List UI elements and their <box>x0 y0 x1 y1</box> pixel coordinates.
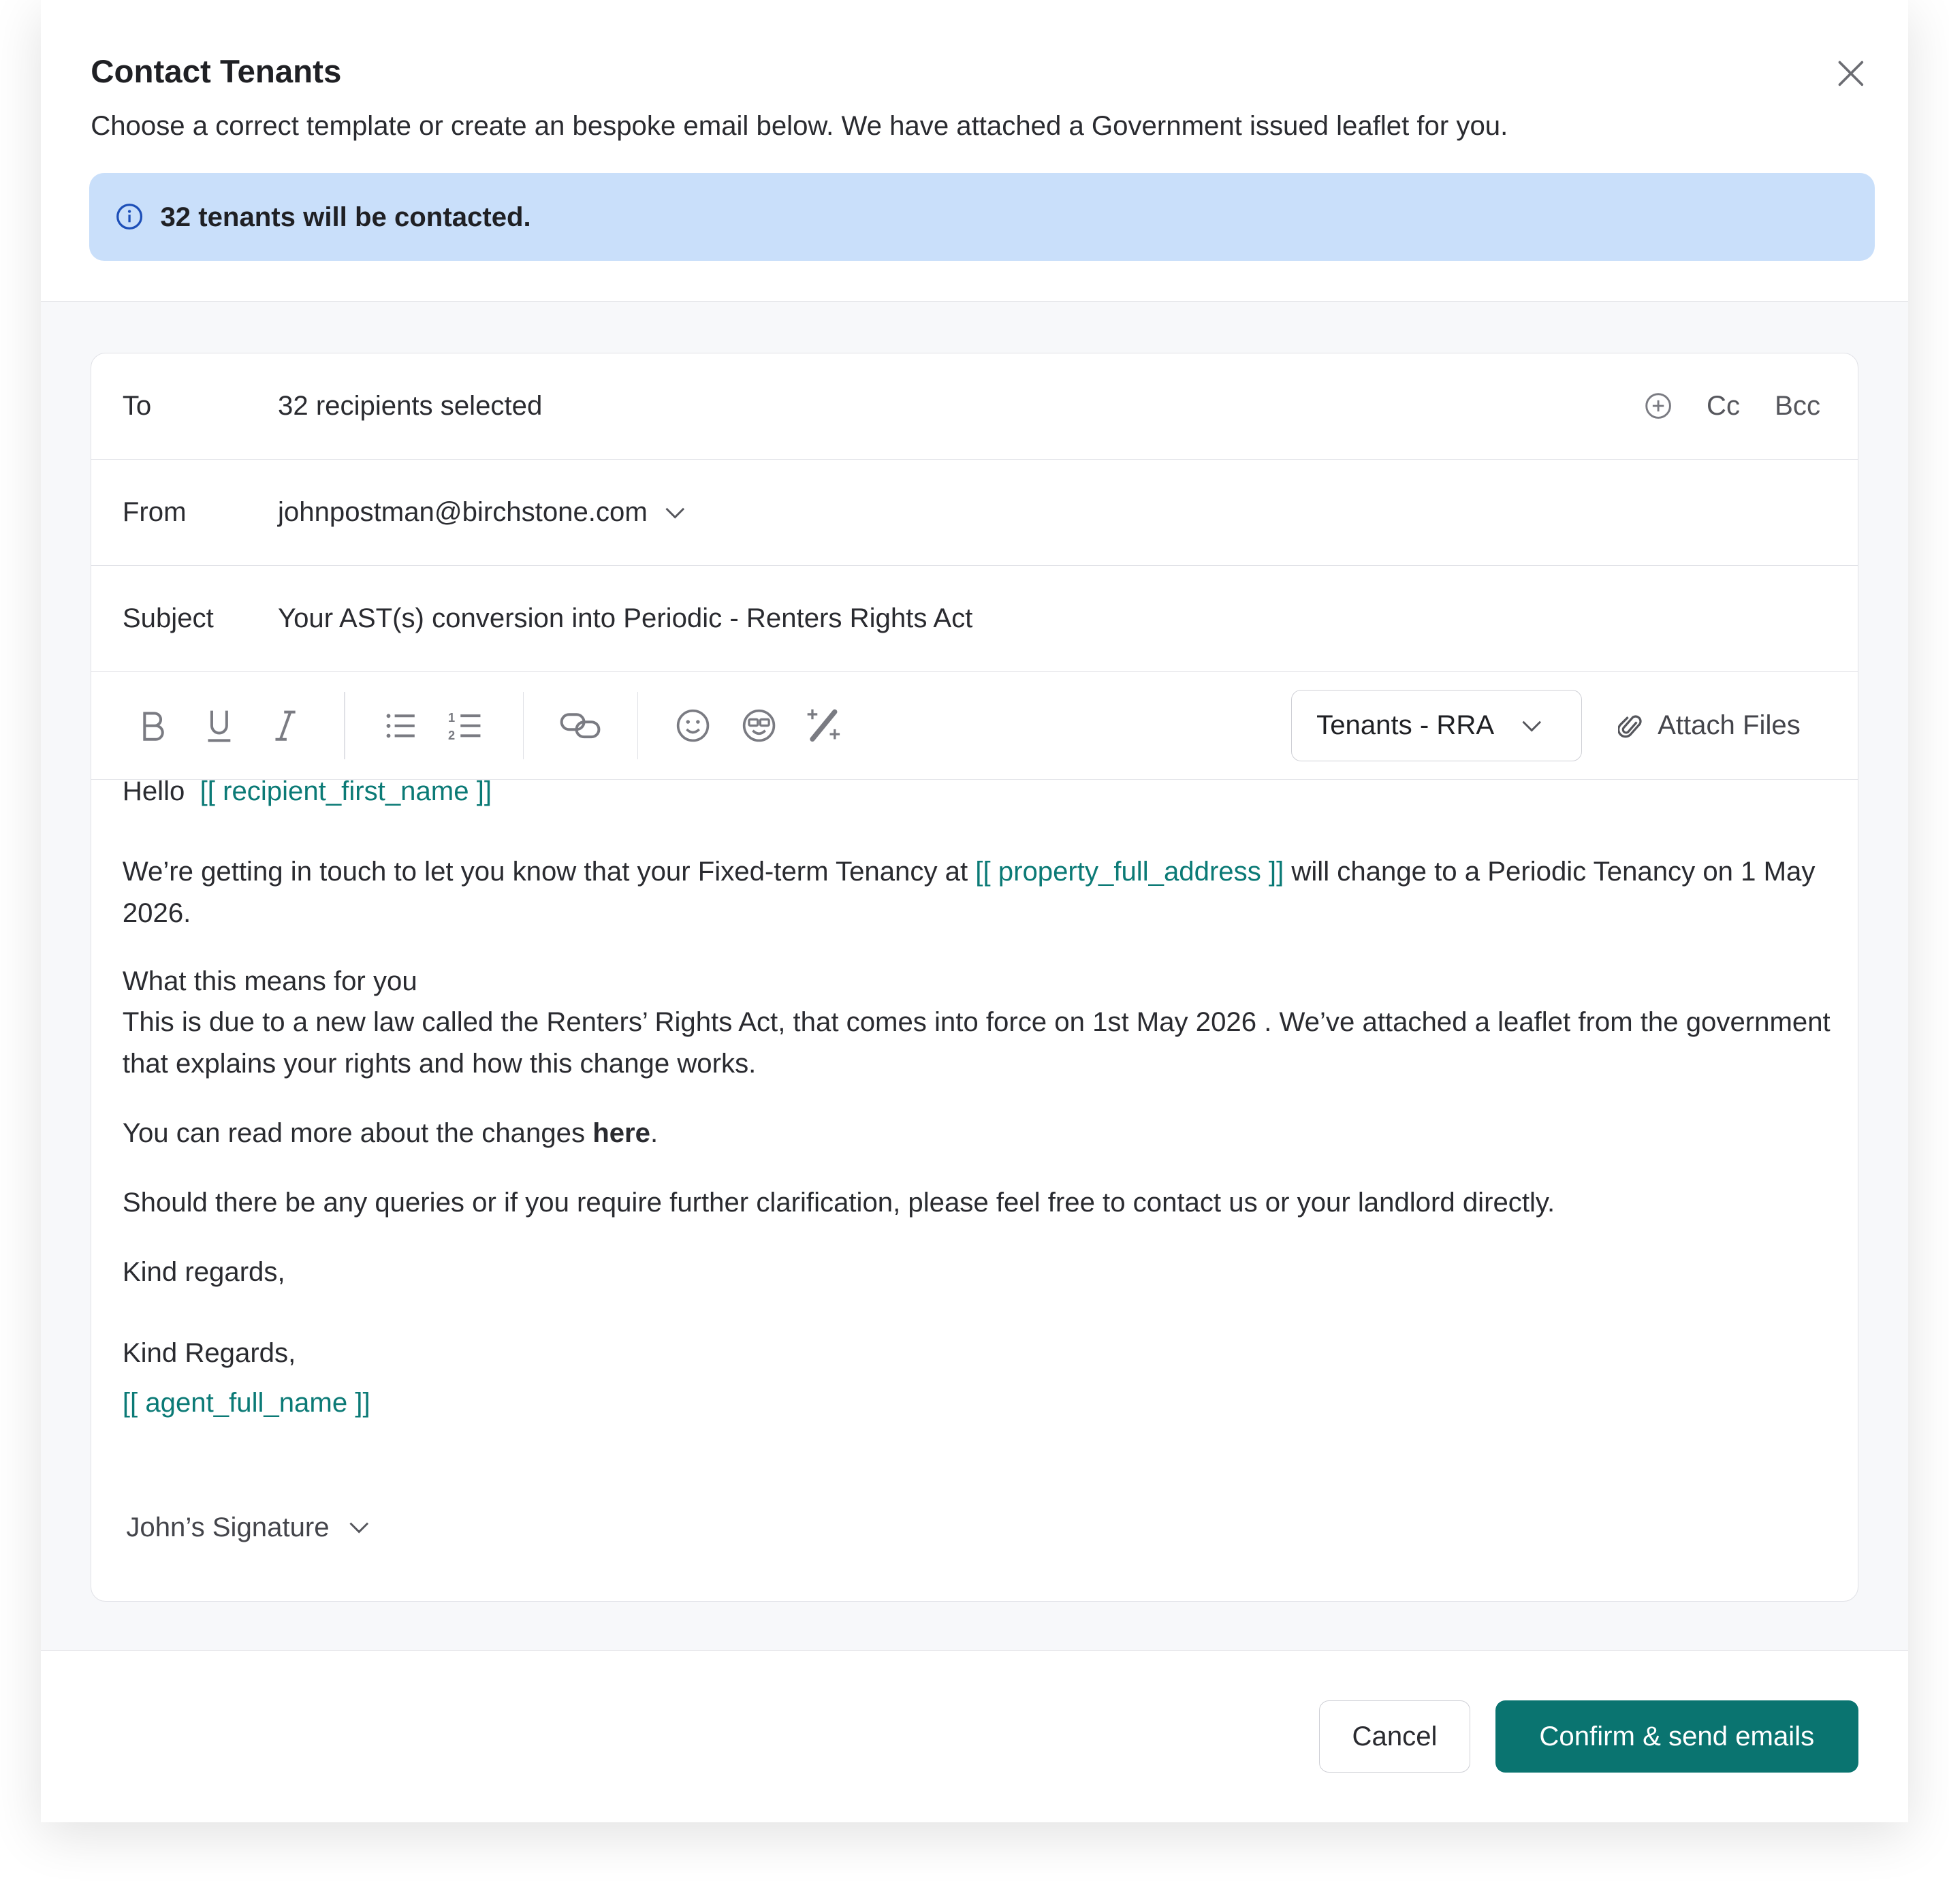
paragraph-1a: We’re getting in touch to let you know that your Fixed-term Tenancy at <box>122 856 976 887</box>
paragraph-3: You can read more about the changes <box>122 1117 593 1148</box>
subject-row <box>91 566 1858 672</box>
to-label: To <box>122 390 152 422</box>
paragraph-4: Should there be any queries or if you require further clarification, please feel free to contact us or your landlord directly. <box>122 1187 1555 1218</box>
magic-wand-icon[interactable] <box>805 707 842 744</box>
numbered-list-icon[interactable] <box>447 707 484 744</box>
to-field[interactable]: 32 recipients selected <box>278 390 543 422</box>
from-row <box>91 460 1858 566</box>
editor-toolbar <box>91 672 1858 780</box>
add-recipient-icon[interactable] <box>1645 392 1672 419</box>
email-composer <box>91 353 1858 1602</box>
chevron-down-icon <box>663 500 688 525</box>
info-banner <box>89 173 1874 261</box>
svg-text:2: 2 <box>448 727 456 742</box>
chevron-down-icon <box>347 1514 372 1540</box>
modal-title: Contact Tenants <box>91 54 342 91</box>
closing-1: Kind regards, <box>122 1256 285 1288</box>
signature-select[interactable] <box>126 1512 371 1543</box>
template-select[interactable] <box>1291 690 1582 762</box>
merge-field-recipient: [[ recipient_first_name ]] <box>200 775 492 806</box>
paperclip-icon <box>1618 711 1643 741</box>
confirm-send-button[interactable]: Confirm & send emails <box>1495 1700 1858 1773</box>
contact-tenants-modal <box>41 0 1908 1822</box>
template-value: Tenants - RRA <box>1316 710 1495 741</box>
cancel-button[interactable]: Cancel <box>1319 1700 1471 1773</box>
from-label: From <box>122 496 187 528</box>
attach-files-button[interactable] <box>1618 710 1801 741</box>
close-icon[interactable] <box>1836 59 1866 89</box>
attach-files-label: Attach Files <box>1658 710 1801 741</box>
emoji-icon[interactable] <box>674 707 712 744</box>
compose-area <box>41 301 1908 1651</box>
bcc-button[interactable]: Bcc <box>1775 390 1821 422</box>
subject-label: Subject <box>122 603 214 634</box>
modal-subtitle: Choose a correct template or create an bespoke email below. We have attached a Government issued leaflet for you. <box>91 110 1508 142</box>
svg-text:1: 1 <box>448 710 456 725</box>
bullet-list-icon[interactable] <box>382 707 419 744</box>
link-icon[interactable] <box>559 707 604 744</box>
section-heading: What this means for you <box>122 966 417 997</box>
banner-text: 32 tenants will be contacted. <box>160 201 531 232</box>
greeting: Hello <box>122 775 193 806</box>
underline-icon[interactable] <box>201 707 238 744</box>
subject-input[interactable]: Your AST(s) conversion into Periodic - Renters Rights Act <box>278 603 973 634</box>
paragraph-1b: will change to a Periodic Tenancy on 1 May 2026. <box>122 856 1816 928</box>
merge-field-address: [[ property_full_address ]] <box>975 856 1284 887</box>
bold-icon[interactable] <box>135 707 172 744</box>
cc-button[interactable]: Cc <box>1706 390 1741 422</box>
here-link[interactable]: here <box>592 1117 650 1148</box>
signature-label: John’s Signature <box>126 1511 330 1542</box>
closing-2: Kind Regards, <box>122 1337 296 1368</box>
chevron-down-icon <box>1519 713 1544 738</box>
italic-icon[interactable] <box>267 707 304 744</box>
info-icon <box>116 203 143 230</box>
to-row <box>91 353 1858 460</box>
nerd-emoji-icon[interactable] <box>740 707 778 744</box>
period: . <box>650 1117 659 1148</box>
paragraph-2: This is due to a new law called the Renters’ Rights Act, that comes into force on 1st May 2026 . We’ve attached a leaflet from the government that explains your rights and how this change works. <box>122 1006 1831 1079</box>
from-select[interactable] <box>278 496 687 528</box>
from-value: johnpostman@birchstone.com <box>278 496 648 528</box>
merge-field-agent: [[ agent_full_name ]] <box>122 1386 370 1418</box>
